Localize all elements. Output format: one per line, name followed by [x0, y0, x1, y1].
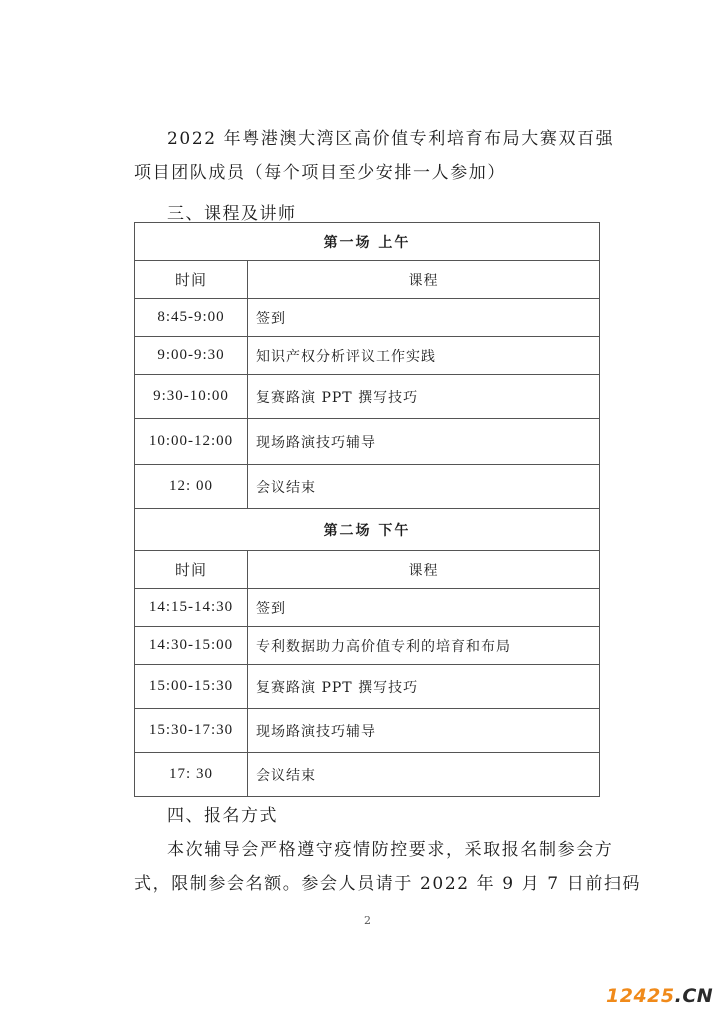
- page-number: 2: [364, 914, 371, 927]
- table-row: [135, 337, 600, 375]
- course-cell: 专利数据助力高价值专利的培育和布局: [248, 627, 600, 665]
- time-cell: 15:00-15:30: [135, 665, 248, 709]
- watermark-domain: .CN: [674, 985, 714, 1007]
- time-cell: 9:30-10:00: [135, 375, 248, 419]
- time-header: 时间: [135, 261, 248, 299]
- table-row: [135, 299, 600, 337]
- course-cell: 复赛路演 PPT 撰写技巧: [248, 665, 600, 709]
- section-4-heading: 四、报名方式: [167, 806, 278, 826]
- section-3-heading: 三、课程及讲师: [167, 204, 297, 224]
- registration-line-2: 式，限制参会名额。参会人员请于 2022 年 9 月 7 日前扫码: [134, 874, 642, 894]
- course-cell: 现场路演技巧辅导: [248, 709, 600, 753]
- registration-line-1: 本次辅导会严格遵守疫情防控要求，采取报名制参会方: [167, 840, 614, 860]
- intro-line-2: 项目团队成员（每个项目至少安排一人参加）: [134, 163, 506, 183]
- time-cell: 10:00-12:00: [135, 419, 248, 465]
- time-cell: 15:30-17:30: [135, 709, 248, 753]
- table-row: [135, 375, 600, 419]
- table-row: [135, 753, 600, 797]
- session-2-title-row: [135, 509, 600, 551]
- time-cell: 9:00-9:30: [135, 337, 248, 375]
- course-cell: 现场路演技巧辅导: [248, 419, 600, 465]
- time-header: 时间: [135, 551, 248, 589]
- course-header: 课程: [248, 261, 600, 299]
- course-cell: 签到: [248, 299, 600, 337]
- time-cell: 14:30-15:00: [135, 627, 248, 665]
- table-row: [135, 589, 600, 627]
- course-cell: 知识产权分析评议工作实践: [248, 337, 600, 375]
- course-cell: 复赛路演 PPT 撰写技巧: [248, 375, 600, 419]
- course-header: 课程: [248, 551, 600, 589]
- table-row: [135, 665, 600, 709]
- course-cell: 签到: [248, 589, 600, 627]
- time-cell: 17: 30: [135, 753, 248, 797]
- table-row: [135, 419, 600, 465]
- intro-line-1: 2022 年粤港澳大湾区高价值专利培育布局大赛双百强: [167, 129, 615, 149]
- schedule-table: [134, 222, 600, 797]
- course-cell: 会议结束: [248, 753, 600, 797]
- table-row: [135, 627, 600, 665]
- course-cell: 会议结束: [248, 465, 600, 509]
- watermark-number: 12425: [606, 985, 675, 1007]
- watermark-logo: [606, 985, 713, 1007]
- session-1-title-row: [135, 223, 600, 261]
- time-cell: 8:45-9:00: [135, 299, 248, 337]
- session-2-title: 第二场 下午: [135, 509, 600, 551]
- time-cell: 14:15-14:30: [135, 589, 248, 627]
- session-2-header-row: [135, 551, 600, 589]
- session-1-title: 第一场 上午: [135, 223, 600, 261]
- table-row: [135, 465, 600, 509]
- table-row: [135, 709, 600, 753]
- time-cell: 12: 00: [135, 465, 248, 509]
- session-1-header-row: [135, 261, 600, 299]
